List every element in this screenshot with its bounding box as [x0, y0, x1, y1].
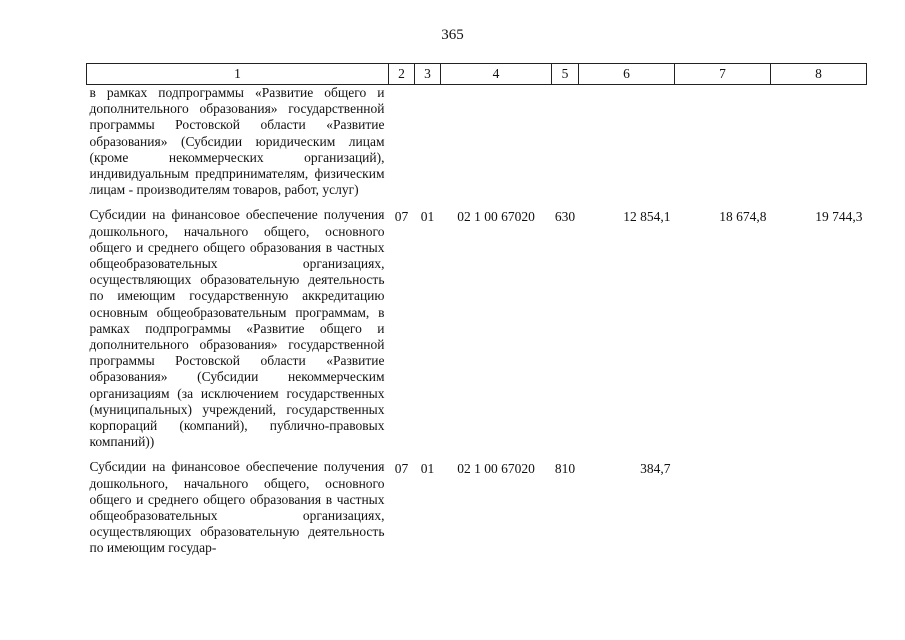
row-expense-type-code: 630	[554, 209, 576, 225]
row-description: Субсидии на финансовое обеспечение получения дошкольного, начального общего, основного общего и среднего общего образования в частных общеобразовательных организациях, осуществляющих образовательную деятельность по имеющим государ-	[89, 459, 385, 556]
row-target-article-code: 02 1 00 67020	[457, 209, 535, 225]
row-amount-year-1	[579, 85, 675, 208]
row-expense-type-code: 810	[554, 461, 576, 477]
table-row	[87, 85, 867, 208]
table-row	[87, 459, 867, 556]
row-amount-year-3	[771, 459, 867, 556]
row-expense-type-code	[552, 85, 579, 208]
row-amount-year-2	[675, 85, 771, 208]
column-header-7: 7	[675, 64, 771, 85]
row-subsection-code	[415, 85, 441, 208]
row-target-article-code: 02 1 00 67020	[457, 461, 535, 477]
column-header-3: 3	[415, 64, 441, 85]
row-subsection-code: 01	[420, 461, 435, 477]
row-target-article-code	[441, 85, 552, 208]
column-header-8: 8	[771, 64, 867, 85]
row-amount-year-3: 19 744,3	[815, 209, 863, 225]
row-amount-year-1: 12 854,1	[623, 209, 671, 225]
budget-table	[86, 63, 867, 557]
column-header-2: 2	[389, 64, 415, 85]
row-amount-year-3	[771, 85, 867, 208]
table-header-row	[87, 64, 867, 85]
column-header-6: 6	[579, 64, 675, 85]
page-number: 365	[441, 27, 464, 43]
row-subsection-code: 01	[420, 209, 435, 225]
column-header-1: 1	[87, 64, 389, 85]
column-header-4: 4	[441, 64, 552, 85]
row-amount-year-1: 384,7	[640, 461, 671, 477]
table-row	[87, 207, 867, 459]
row-section-code: 07	[394, 209, 409, 225]
column-header-5: 5	[552, 64, 579, 85]
row-section-code: 07	[394, 461, 409, 477]
row-amount-year-2: 18 674,8	[719, 209, 767, 225]
row-description: в рамках подпрограммы «Развитие общего и дополнительного образования» государственной программы Ростовской области «Развитие образования» (Субсидии юридическим лицам (кроме некоммерческих организаций), индивидуальным предпринимателям, физическим лицам - производителям товаров, работ, услуг)	[89, 85, 385, 198]
row-amount-year-2	[675, 459, 771, 556]
row-description: Субсидии на финансовое обеспечение получения дошкольного, начального общего, основного общего и среднего общего образования в частных общеобразовательных организациях, осуществляющих образовательную деятельность по имеющим государственную аккредитацию основным общеобразовательным программам, в рамках подпрограммы «Развитие общего и дополнительного образования» государственной программы Ростовской области «Развитие образования» (Субсидии некоммерческим организациям (за исключением государственных (муниципальных) учреждений, государственных корпораций (компаний), публично-правовых компаний))	[89, 207, 385, 450]
row-section-code	[389, 85, 415, 208]
